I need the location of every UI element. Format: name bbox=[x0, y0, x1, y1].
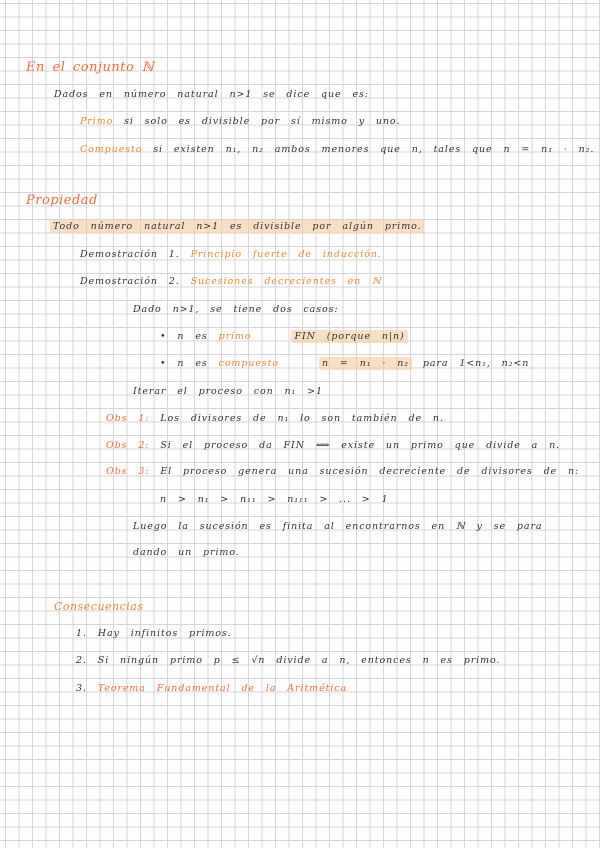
primo-definition-text: si solo es divisible por sí mismo y uno. bbox=[124, 116, 401, 127]
compuesto-definition-text: si existen n₁, n₂ ambos menores que n, tales que n = n₁ · n₂. bbox=[153, 144, 595, 155]
property-statement: Todo número natural n>1 es divisible por algún primo. bbox=[50, 220, 424, 233]
demo1-row bbox=[80, 249, 382, 260]
property-heading: Propiedad bbox=[26, 193, 98, 208]
consequence-3-link[interactable]: Teorema Fundamental de la Aritmética bbox=[97, 683, 348, 694]
compuesto-definition bbox=[80, 144, 594, 155]
demo2-label: Demostración 2. bbox=[80, 276, 180, 287]
obs1-label: Obs 1: bbox=[106, 413, 150, 424]
case-primo-result: FIN (porque n|n) bbox=[291, 330, 407, 343]
demo1-label: Demostración 1. bbox=[80, 249, 180, 260]
obs3-label: Obs 3: bbox=[106, 466, 150, 477]
case-compuesto-bullet: • n es bbox=[160, 358, 208, 369]
case-compuesto-term: compuesto bbox=[218, 358, 279, 369]
consequence-3-number: 3. bbox=[76, 683, 87, 694]
property-statement-row bbox=[50, 221, 424, 232]
case-compuesto-formula: n = n₁ · n₂ bbox=[319, 357, 412, 370]
consequences-heading: Consecuencias bbox=[54, 600, 144, 613]
case-compuesto-tail: para 1<n₁, n₂<n bbox=[422, 358, 530, 369]
conclusion-line-2: dando un primo. bbox=[133, 547, 240, 558]
demo1-link[interactable]: Principio fuerte de inducción. bbox=[190, 249, 382, 260]
primo-term: Primo bbox=[80, 116, 114, 127]
set-heading: En el conjunto ℕ bbox=[26, 60, 155, 75]
case-primo-term: primo bbox=[218, 331, 252, 342]
obs1-text: Los divisores de n₁ lo son también de n. bbox=[160, 413, 444, 424]
obs3-row bbox=[106, 466, 579, 477]
conclusion-line-1: Luego la sucesión es finita al encontrarnos en ℕ y se para bbox=[133, 521, 543, 532]
obs2-label: Obs 2: bbox=[106, 440, 150, 451]
cases-intro: Dado n>1, se tiene dos casos: bbox=[133, 304, 339, 315]
demo2-row bbox=[80, 276, 382, 287]
obs2-row bbox=[106, 440, 560, 451]
decreasing-chain: n > n₁ > n₁₁ > n₁₁₁ > ... > 1 bbox=[160, 494, 389, 505]
consequence-1: 1. Hay infinitos primos. bbox=[76, 628, 232, 639]
case-primo-row bbox=[160, 331, 408, 342]
consequence-3 bbox=[76, 683, 347, 694]
compuesto-term: Compuesto bbox=[80, 144, 143, 155]
consequence-2: 2. Si ningún primo p ≤ √n divide a n, entonces n es primo. bbox=[76, 655, 501, 666]
demo2-link[interactable]: Sucesiones decrecientes en ℕ bbox=[190, 276, 382, 287]
intro-text: Dados en número natural n>1 se dice que es: bbox=[54, 89, 369, 100]
obs3-text: El proceso genera una sucesión decreciente de divisores de n: bbox=[160, 466, 580, 477]
case-primo-bullet: • n es bbox=[160, 331, 208, 342]
primo-definition bbox=[80, 116, 400, 127]
iterate-text: Iterar el proceso con n₁ >1 bbox=[133, 386, 323, 397]
obs1-row bbox=[106, 413, 444, 424]
case-compuesto-row bbox=[160, 358, 529, 369]
obs2-text: Si el proceso da FIN ⟺ existe un primo que divide a n. bbox=[160, 440, 561, 451]
